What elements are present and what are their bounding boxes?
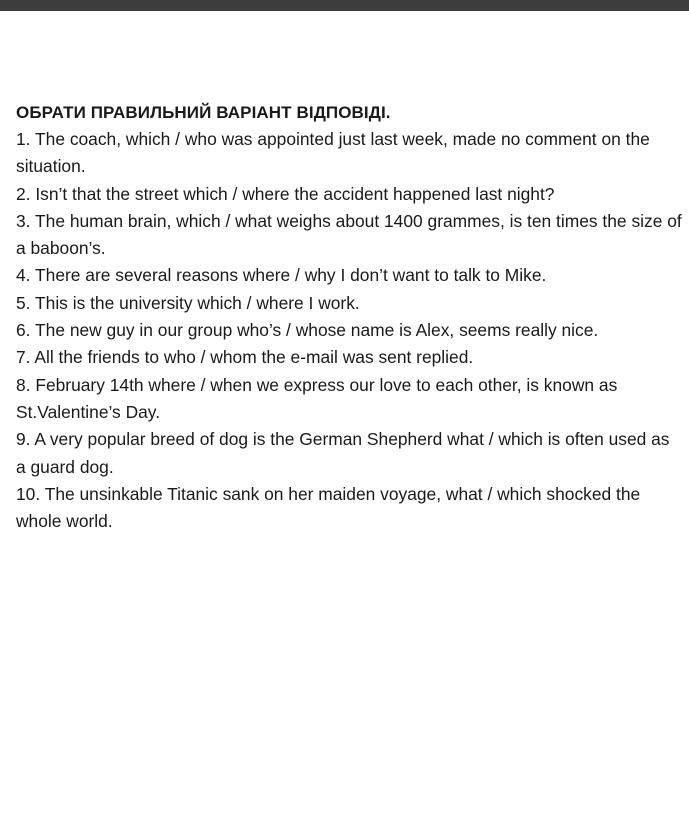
- question-7: 7. All the friends to who / whom the e-mail was sent replied.: [16, 347, 474, 368]
- document-body: [16, 99, 682, 535]
- task-heading: ОБРАТИ ПРАВИЛЬНИЙ ВАРІАНТ ВІДПОВІДІ.: [16, 103, 391, 122]
- question-5: 5. This is the university which / where I work.: [16, 292, 360, 313]
- question-1: 1. The coach, which / who was appointed just last week, made no comment on the situation.: [16, 129, 650, 177]
- question-3: 3. The human brain, which / what weighs about 1400 grammes, is ten times the size of a baboon’s.: [16, 210, 682, 259]
- question-9: 9. A very popular breed of dog is the German Shepherd what / which is often used as a guard dog.: [16, 429, 670, 477]
- question-4: 4. There are several reasons where / why I don’t want to talk to Mike.: [16, 265, 547, 286]
- question-2: 2. Isn’t that the street which / where the accident happened last night?: [16, 183, 555, 204]
- question-6: 6. The new guy in our group who’s / whose name is Alex, seems really nice.: [16, 320, 599, 341]
- question-8: 8. February 14th where / when we express our love to each other, is known as St.Valentine’s Day.: [16, 374, 618, 422]
- question-10: 10. The unsinkable Titanic sank on her maiden voyage, what / which shocked the whole world.: [16, 483, 641, 532]
- top-bar: [0, 0, 689, 11]
